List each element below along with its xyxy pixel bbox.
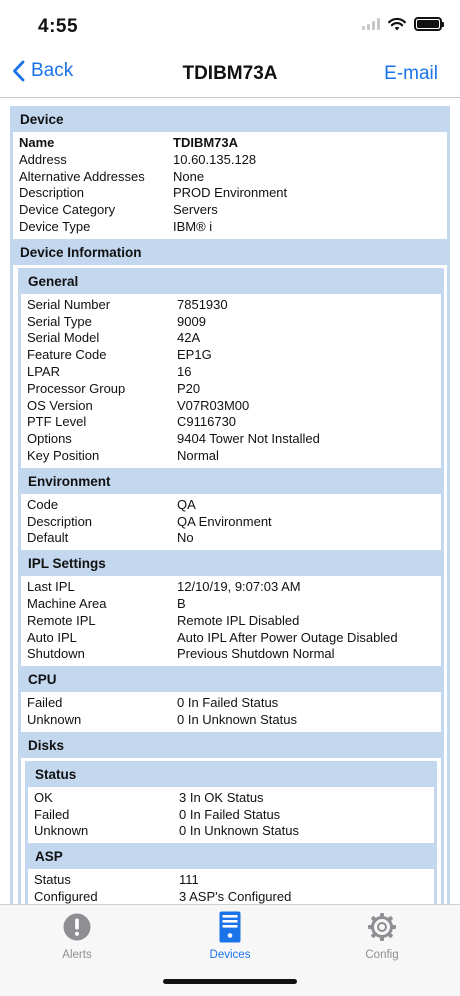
- kv-row: Device Category Servers: [19, 202, 218, 218]
- device-section: [10, 106, 450, 242]
- section-header: General: [21, 271, 441, 294]
- kv-row: Device Type IBM® i: [19, 218, 213, 234]
- section-header: Disks: [21, 735, 441, 758]
- section-header: Environment: [21, 471, 441, 494]
- cellular-signal-icon: [362, 18, 380, 30]
- kv-row: Last IPL 12/10/19, 9:07:03 AM: [27, 579, 301, 595]
- section-header: Device: [13, 109, 447, 132]
- device-rows: [13, 132, 447, 239]
- section-header: Status: [28, 764, 434, 787]
- wifi-icon: [388, 17, 406, 31]
- ipl-settings-section: [18, 553, 444, 669]
- kv-row: Serial Model 42A: [27, 330, 201, 346]
- status-time: 4:55: [38, 16, 79, 37]
- chevron-left-icon: [12, 60, 25, 82]
- email-button[interactable]: E-mail: [384, 63, 438, 84]
- kv-row: Failed 0 In Failed Status: [27, 695, 279, 711]
- kv-row: Code QA: [27, 496, 196, 512]
- page-title: TDIBM73A: [182, 63, 278, 84]
- tab-config[interactable]: [322, 911, 442, 961]
- section-header: ASP: [28, 846, 434, 869]
- disk-status-section: [25, 761, 437, 846]
- device-information-section: [10, 242, 450, 904]
- tab-label: Devices: [209, 949, 251, 961]
- status-icons: [362, 17, 442, 31]
- home-indicator: [163, 979, 297, 984]
- kv-row: Unknown 0 In Unknown Status: [27, 711, 297, 727]
- server-icon: [170, 911, 290, 943]
- device-detail-scroll[interactable]: [0, 99, 460, 904]
- kv-row: Default No: [27, 530, 194, 546]
- tab-devices[interactable]: [170, 911, 290, 961]
- asp-section: [25, 846, 437, 904]
- disks-section: [18, 735, 444, 904]
- back-label: Back: [31, 60, 74, 81]
- general-section: [18, 268, 444, 471]
- section-header: CPU: [21, 669, 441, 692]
- kv-row: Name TDIBM73A: [19, 135, 239, 150]
- kv-row: Shutdown Previous Shutdown Normal: [27, 646, 335, 662]
- kv-row: OK 3 In OK Status: [34, 789, 264, 805]
- section-header: IPL Settings: [21, 553, 441, 576]
- kv-row: OS Version V07R03M00: [27, 397, 250, 413]
- kv-row: Status 111: [34, 872, 199, 888]
- tab-label: Alerts: [62, 949, 92, 961]
- section-header: Device Information: [13, 242, 447, 265]
- kv-row: Configured 3 ASP's Configured: [34, 888, 292, 904]
- kv-row: Feature Code EP1G: [27, 347, 212, 363]
- kv-row: Description PROD Environment: [19, 185, 288, 201]
- kv-row: Options 9404 Tower Not Installed: [27, 431, 320, 447]
- kv-row: Remote IPL Remote IPL Disabled: [27, 612, 300, 628]
- status-bar: [0, 0, 460, 50]
- kv-row: Unknown 0 In Unknown Status: [34, 823, 299, 839]
- gear-icon: [322, 911, 442, 943]
- back-button[interactable]: [12, 60, 73, 82]
- cpu-section: [18, 669, 444, 735]
- kv-row: Machine Area B: [27, 595, 186, 611]
- alert-icon: [17, 911, 137, 943]
- navigation-bar: [0, 50, 460, 98]
- kv-row: Processor Group P20: [27, 380, 201, 396]
- kv-row: Alternative Addresses None: [19, 168, 205, 184]
- kv-row: Address 10.60.135.128: [19, 151, 257, 167]
- battery-icon: [414, 17, 442, 31]
- kv-row: LPAR 16: [27, 363, 192, 379]
- kv-row: PTF Level C9116730: [27, 414, 237, 430]
- tab-alerts[interactable]: [17, 911, 137, 961]
- environment-section: [18, 471, 444, 553]
- kv-row: Failed 0 In Failed Status: [34, 806, 281, 822]
- kv-row: Serial Number 7851930: [27, 296, 228, 312]
- kv-row: Auto IPL Auto IPL After Power Outage Disabled: [27, 629, 398, 645]
- kv-row: Description QA Environment: [27, 513, 272, 529]
- kv-row: Serial Type 9009: [27, 313, 206, 329]
- kv-row: Key Position Normal: [27, 447, 219, 463]
- tab-label: Config: [365, 949, 399, 961]
